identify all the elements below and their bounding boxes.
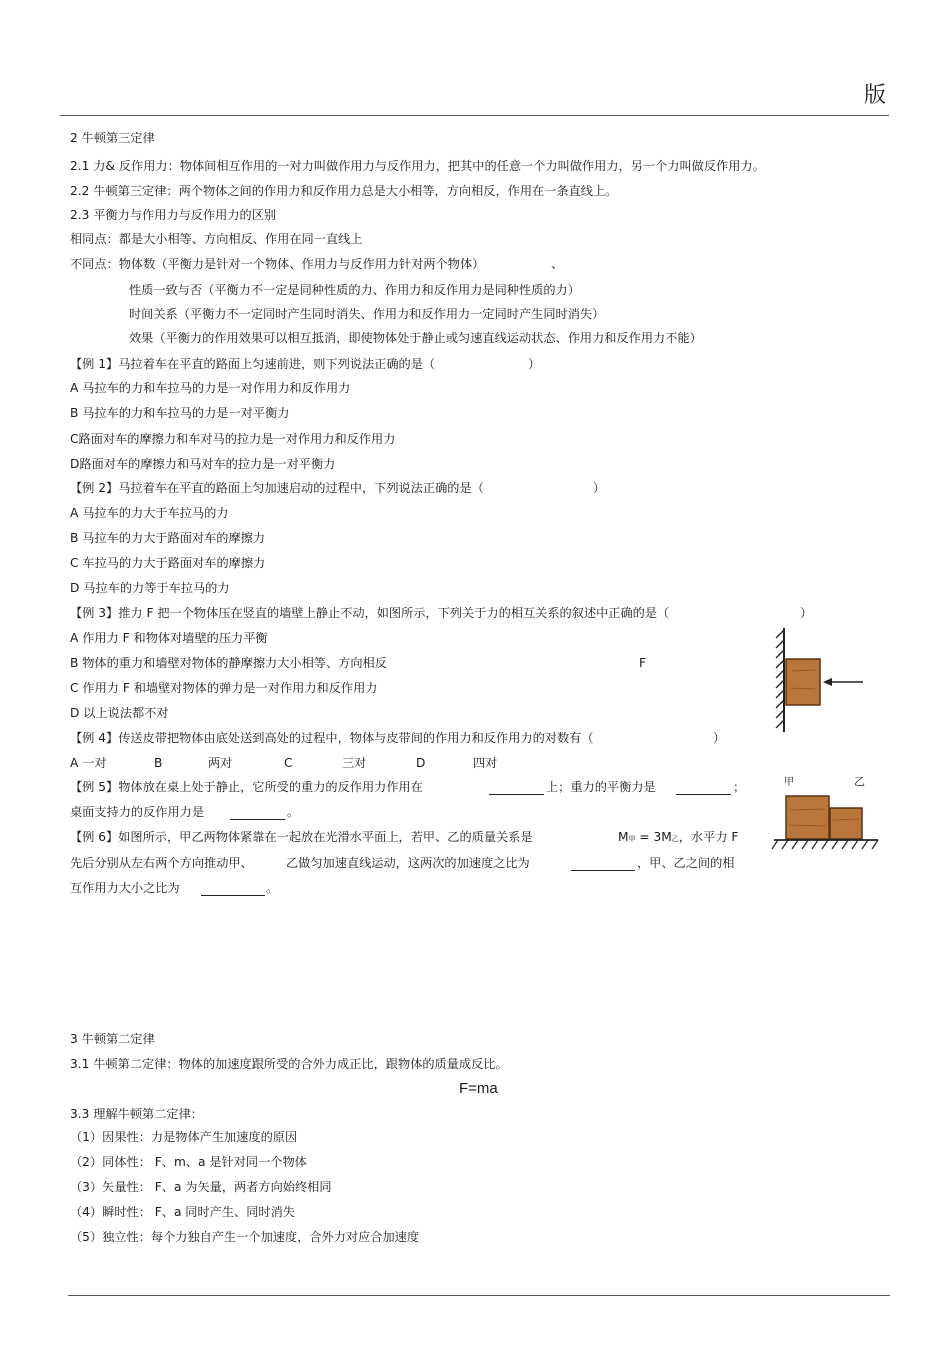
example-1-close: ） <box>528 357 541 371</box>
example-4-opt-b: B <box>154 756 163 770</box>
example-1-option-d: D路面对车的摩擦力和马对车的拉力是一对平衡力 <box>70 457 336 471</box>
section-3-title: 3 牛顿第二定律 <box>70 1032 155 1046</box>
block-a <box>786 796 829 839</box>
item-causality: （1）因果性：力是物体产生加速度的原因 <box>70 1130 298 1144</box>
item-independence: （5）独立性：每个力独自产生一个加速度，合外力对应合加速度 <box>70 1230 420 1244</box>
diff-point-2: 性质一致与否（平衡力不一定是同种性质的力、作用力和反作用力是同种性质的力） <box>129 283 580 297</box>
example-1-question: 【例 1】马拉着车在平直的路面上匀速前进，则下列说法正确的是（ <box>70 357 436 371</box>
same-points: 相同点：都是大小相等、方向相反、作用在同一直线上 <box>70 232 363 246</box>
example-2-option-d: D 马拉车的力等于车拉马的力 <box>70 581 230 595</box>
example-1-option-b: B 马拉车的力和车拉马的力是一对平衡力 <box>70 406 290 420</box>
force-text: ，水平力 F <box>678 830 739 844</box>
example-2-option-b: B 马拉车的力大于路面对车的摩擦力 <box>70 531 266 545</box>
example-4-opt-d: D <box>416 756 426 770</box>
example-1-option-c: C路面对车的摩擦力和车对马的拉力是一对作用力和反作用力 <box>70 432 396 446</box>
item-vector: （3）矢量性： F、a 为矢量，两者方向始终相同 <box>70 1180 332 1194</box>
example-3-question: 【例 3】推力 F 把一个物体压在竖直的墙壁上静止不动，如图所示，下列关于力的相互关系的叙述中正确的是（ <box>70 606 670 620</box>
example-6-line-2b: 乙做匀加速直线运动，这两次的加速度之比为 <box>286 856 530 870</box>
para-2-3: 2.3 平衡力与作用力与反作用力的区别 <box>70 208 277 222</box>
example-3-force-label: F <box>639 656 647 670</box>
para-3-3: 3.3 理解牛顿第二定律： <box>70 1107 203 1121</box>
mass-a-sub: 甲 <box>628 835 636 843</box>
section-2-title: 2 牛顿第三定律 <box>70 131 155 145</box>
item-instantaneous: （4）瞬时性： F、a 同时产生、同时消失 <box>70 1205 295 1219</box>
example-6-line-3: 互作用力大小之比为 <box>70 881 180 895</box>
item-same-body: （2）同体性： F、m、a 是针对同一个物体 <box>70 1155 307 1169</box>
wall-block-figure <box>768 626 868 736</box>
example-5-blank-1[interactable] <box>489 782 544 795</box>
example-6-question: 【例 6】如图所示，甲乙两物体紧靠在一起放在光滑水平面上，若甲、乙的质量关系是 <box>70 830 533 844</box>
example-4-opt-c: C <box>284 756 293 770</box>
example-3-option-d: D 以上说法都不对 <box>70 706 169 720</box>
formula-f-ma: F=ma <box>459 1080 498 1097</box>
example-5-line-2: 桌面支持力的反作用力是 <box>70 805 205 819</box>
example-5-period: 。 <box>287 805 300 819</box>
example-2-option-c: C 车拉马的力大于路面对车的摩擦力 <box>70 556 266 570</box>
example-2-question: 【例 2】马拉着车在平直的路面上匀加速启动的过程中，下列说法正确的是（ <box>70 481 484 495</box>
header-char: 版 <box>864 83 887 108</box>
label-block-a: 甲 <box>784 777 794 788</box>
example-5-end: ； <box>733 780 746 794</box>
example-4-opt-d-text: 四对 <box>473 756 498 770</box>
example-1-option-a: A 马拉车的力和车拉马的力是一对作用力和反作用力 <box>70 381 351 395</box>
para-2-1: 2.1 力& 反作用力：物体间相互作用的一对力叫做作用力与反作用力，把其中的任意一个力叫做作用力，另一个力叫做反作用力。 <box>70 159 765 173</box>
mass-b-sub: 乙 <box>671 835 679 843</box>
two-blocks-figure <box>770 770 882 855</box>
example-4-opt-c-text: 三对 <box>342 756 367 770</box>
example-2-close: ） <box>593 481 606 495</box>
example-3-option-b: B 物体的重力和墙壁对物体的静摩擦力大小相等、方向相反 <box>70 656 387 670</box>
diff-point-1: 不同点：物体数（平衡力是针对一个物体、作用力与反作用力针对两个物体） <box>70 257 485 271</box>
pressed-block <box>786 659 820 705</box>
example-3-option-c: C 作用力 F 和墙壁对物体的弹力是一对作用力和反作用力 <box>70 681 378 695</box>
para-3-1: 3.1 牛顿第二定律：物体的加速度跟所受的合外力成正比，跟物体的质量成反比。 <box>70 1057 508 1071</box>
example-2-option-a: A 马拉车的力大于车拉马的力 <box>70 506 229 520</box>
example-6-line-2c: ，甲、乙之间的相 <box>637 856 735 870</box>
example-5-blank-2[interactable] <box>676 782 731 795</box>
example-6-blank-2[interactable] <box>201 883 265 896</box>
block-b <box>830 808 862 839</box>
example-3-close: ） <box>800 606 813 620</box>
example-5-mid: 上；重力的平衡力是 <box>546 780 656 794</box>
example-4-opt-b-text: 两对 <box>208 756 233 770</box>
diff-point-3: 时间关系（平衡力不一定同时产生同时消失、作用力和反作用力一定同时产生同时消失） <box>129 307 605 321</box>
mass-a-symbol: M <box>618 830 629 844</box>
header-rule <box>60 115 889 116</box>
label-block-b: 乙 <box>854 775 865 788</box>
example-6-period: 。 <box>266 881 279 895</box>
diff-point-1-tail: 、 <box>551 257 564 271</box>
example-5-question: 【例 5】物体放在桌上处于静止，它所受的重力的反作用力作用在 <box>70 780 423 794</box>
example-4-close: ） <box>713 731 726 745</box>
diff-point-4: 效果（平衡力的作用效果可以相互抵消，即使物体处于静止或匀速直线运动状态、作用力和反作用力不能） <box>129 331 702 345</box>
floor-hatching <box>772 840 878 849</box>
example-6-mass-relation <box>618 829 738 847</box>
mass-eq: = 3M <box>635 830 672 844</box>
para-2-2: 2.2 牛顿第三定律：两个物体之间的作用力和反作用力总是大小相等，方向相反，作用在一条直线上。 <box>70 184 618 198</box>
example-4-opt-a: A 一对 <box>70 756 107 770</box>
wall-hatching <box>776 630 784 728</box>
example-5-blank-3[interactable] <box>230 807 285 820</box>
footer-rule <box>68 1295 890 1296</box>
example-6-line-2a: 先后分别从左右两个方向推动甲、 <box>70 856 253 870</box>
example-3-option-a: A 作用力 F 和物体对墙壁的压力平衡 <box>70 631 268 645</box>
example-4-question: 【例 4】传送皮带把物体由底处送到高处的过程中，物体与皮带间的作用力和反作用力的对数有（ <box>70 731 594 745</box>
example-6-blank-1[interactable] <box>571 858 635 871</box>
